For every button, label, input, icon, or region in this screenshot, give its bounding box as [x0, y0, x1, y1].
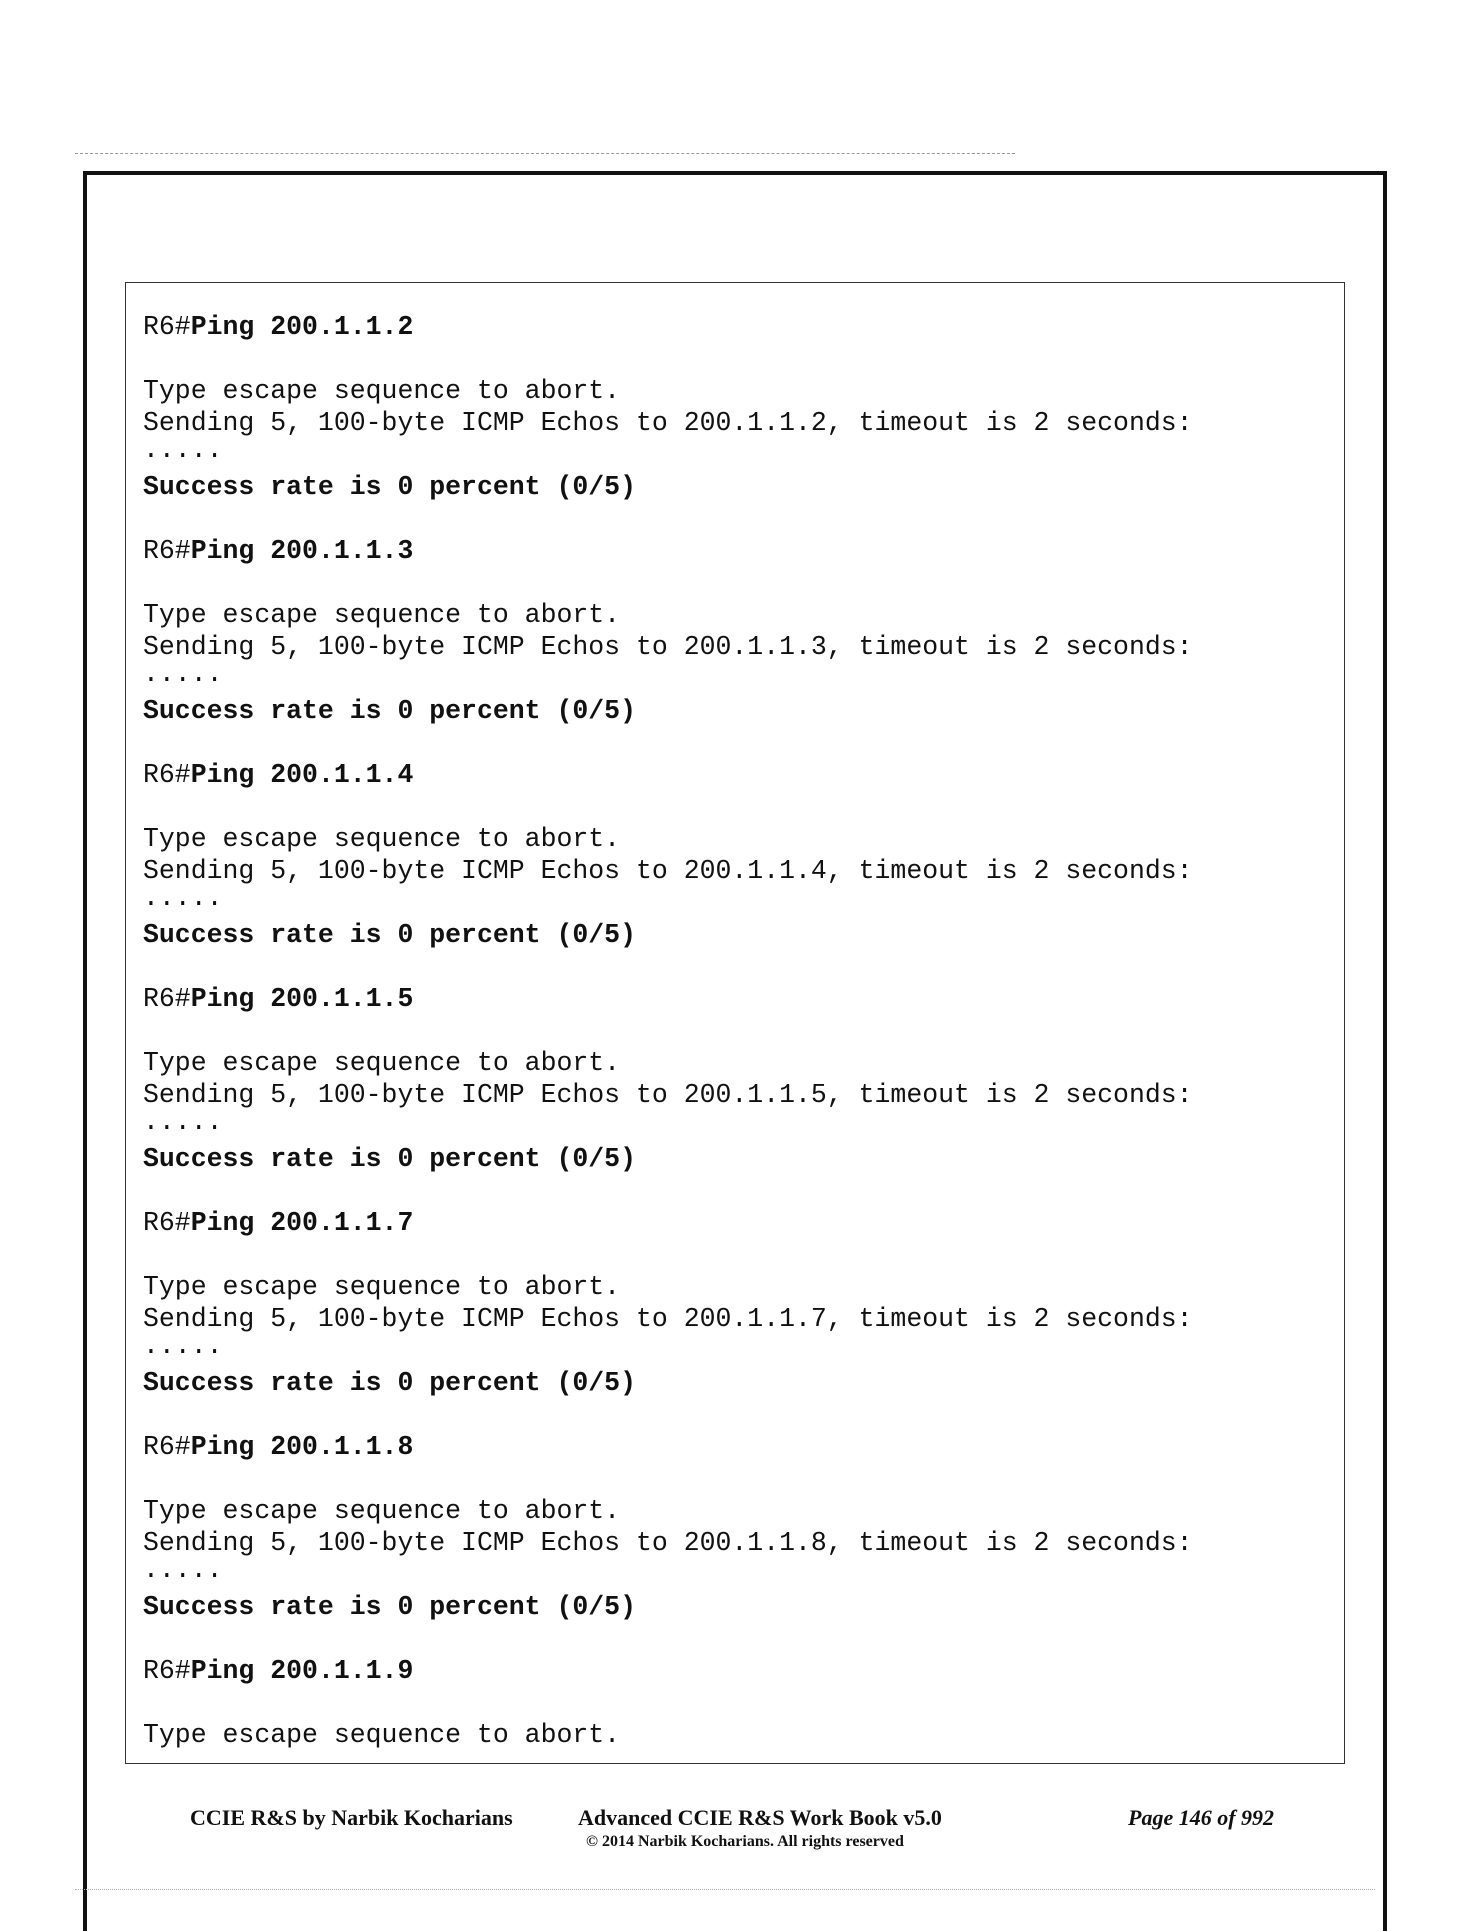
footer-author: CCIE R&S by Narbik Kocharians — [190, 1805, 513, 1830]
footer-copyright: © 2014 Narbik Kocharians. All rights reserved — [586, 1833, 904, 1850]
command-line — [143, 535, 1334, 567]
prompt: R6# — [143, 312, 191, 342]
blank-line — [143, 567, 1334, 599]
command: Ping 200.1.1.8 — [190, 1432, 414, 1462]
blank-line — [143, 791, 1334, 823]
ping-dots: ..... — [143, 435, 223, 465]
command-line — [143, 311, 1334, 343]
prompt: R6# — [143, 760, 191, 790]
success-rate-text: Success rate is 0 percent (0/5) — [143, 1592, 636, 1622]
ping-dots: ..... — [143, 1555, 223, 1585]
blank-line — [143, 1623, 1334, 1655]
blank-line — [143, 1399, 1334, 1431]
escape-message: Type escape sequence to abort. — [143, 1720, 621, 1750]
blank-line — [143, 727, 1334, 759]
blank-line — [143, 1175, 1334, 1207]
command-line — [143, 983, 1334, 1015]
escape-message: Type escape sequence to abort. — [143, 824, 621, 854]
success-rate-text: Success rate is 0 percent (0/5) — [143, 1144, 636, 1174]
sending-message: Sending 5, 100-byte ICMP Echos to 200.1.1.3, timeout is 2 seconds: — [143, 632, 1193, 662]
bottom-rule — [75, 1889, 1375, 1890]
blank-line — [143, 503, 1334, 535]
prompt: R6# — [143, 1656, 191, 1686]
command-line — [143, 1655, 1334, 1687]
blank-line — [143, 1463, 1334, 1495]
top-rule — [75, 153, 1015, 154]
prompt: R6# — [143, 536, 191, 566]
blank-line — [143, 343, 1334, 375]
success-rate-text: Success rate is 0 percent (0/5) — [143, 696, 636, 726]
command-line — [143, 1207, 1334, 1239]
escape-message: Type escape sequence to abort. — [143, 600, 621, 630]
page-footer — [0, 1795, 1483, 1855]
success-rate — [143, 471, 1334, 503]
blank-line — [143, 1687, 1334, 1719]
sending-message: Sending 5, 100-byte ICMP Echos to 200.1.1.2, timeout is 2 seconds: — [143, 408, 1193, 438]
prompt: R6# — [143, 1208, 191, 1238]
escape-message: Type escape sequence to abort. — [143, 1496, 621, 1526]
command-line — [143, 759, 1334, 791]
escape-message: Type escape sequence to abort. — [143, 1048, 621, 1078]
command: Ping 200.1.1.2 — [190, 312, 414, 342]
success-rate-text: Success rate is 0 percent (0/5) — [143, 1368, 636, 1398]
command: Ping 200.1.1.7 — [190, 1208, 414, 1238]
success-rate — [143, 1143, 1334, 1175]
footer-center — [578, 1805, 978, 1851]
prompt: R6# — [143, 1432, 191, 1462]
blank-line — [143, 1239, 1334, 1271]
console-output — [143, 311, 1334, 1751]
command: Ping 200.1.1.5 — [190, 984, 414, 1014]
command: Ping 200.1.1.3 — [190, 536, 414, 566]
escape-message: Type escape sequence to abort. — [143, 376, 621, 406]
footer-book-title: Advanced CCIE R&S Work Book v5.0 — [578, 1805, 942, 1830]
sending-message: Sending 5, 100-byte ICMP Echos to 200.1.1.5, timeout is 2 seconds: — [143, 1080, 1193, 1110]
success-rate — [143, 1367, 1334, 1399]
sending-message: Sending 5, 100-byte ICMP Echos to 200.1.1.8, timeout is 2 seconds: — [143, 1528, 1193, 1558]
success-rate — [143, 1591, 1334, 1623]
blank-line — [143, 951, 1334, 983]
escape-message: Type escape sequence to abort. — [143, 1272, 621, 1302]
ping-dots: ..... — [143, 659, 223, 689]
command: Ping 200.1.1.9 — [190, 1656, 414, 1686]
ping-dots: ..... — [143, 1331, 223, 1361]
command: Ping 200.1.1.4 — [190, 760, 414, 790]
success-rate-text: Success rate is 0 percent (0/5) — [143, 472, 636, 502]
success-rate — [143, 695, 1334, 727]
success-rate — [143, 919, 1334, 951]
command-line — [143, 1431, 1334, 1463]
sending-message: Sending 5, 100-byte ICMP Echos to 200.1.1.7, timeout is 2 seconds: — [143, 1304, 1193, 1334]
success-rate-text: Success rate is 0 percent (0/5) — [143, 920, 636, 950]
ping-dots: ..... — [143, 883, 223, 913]
prompt: R6# — [143, 984, 191, 1014]
blank-line — [143, 1015, 1334, 1047]
ping-dots: ..... — [143, 1107, 223, 1137]
console-output-box — [125, 282, 1345, 1764]
footer-page-number: Page 146 of 992 — [1128, 1805, 1275, 1830]
sending-message: Sending 5, 100-byte ICMP Echos to 200.1.1.4, timeout is 2 seconds: — [143, 856, 1193, 886]
